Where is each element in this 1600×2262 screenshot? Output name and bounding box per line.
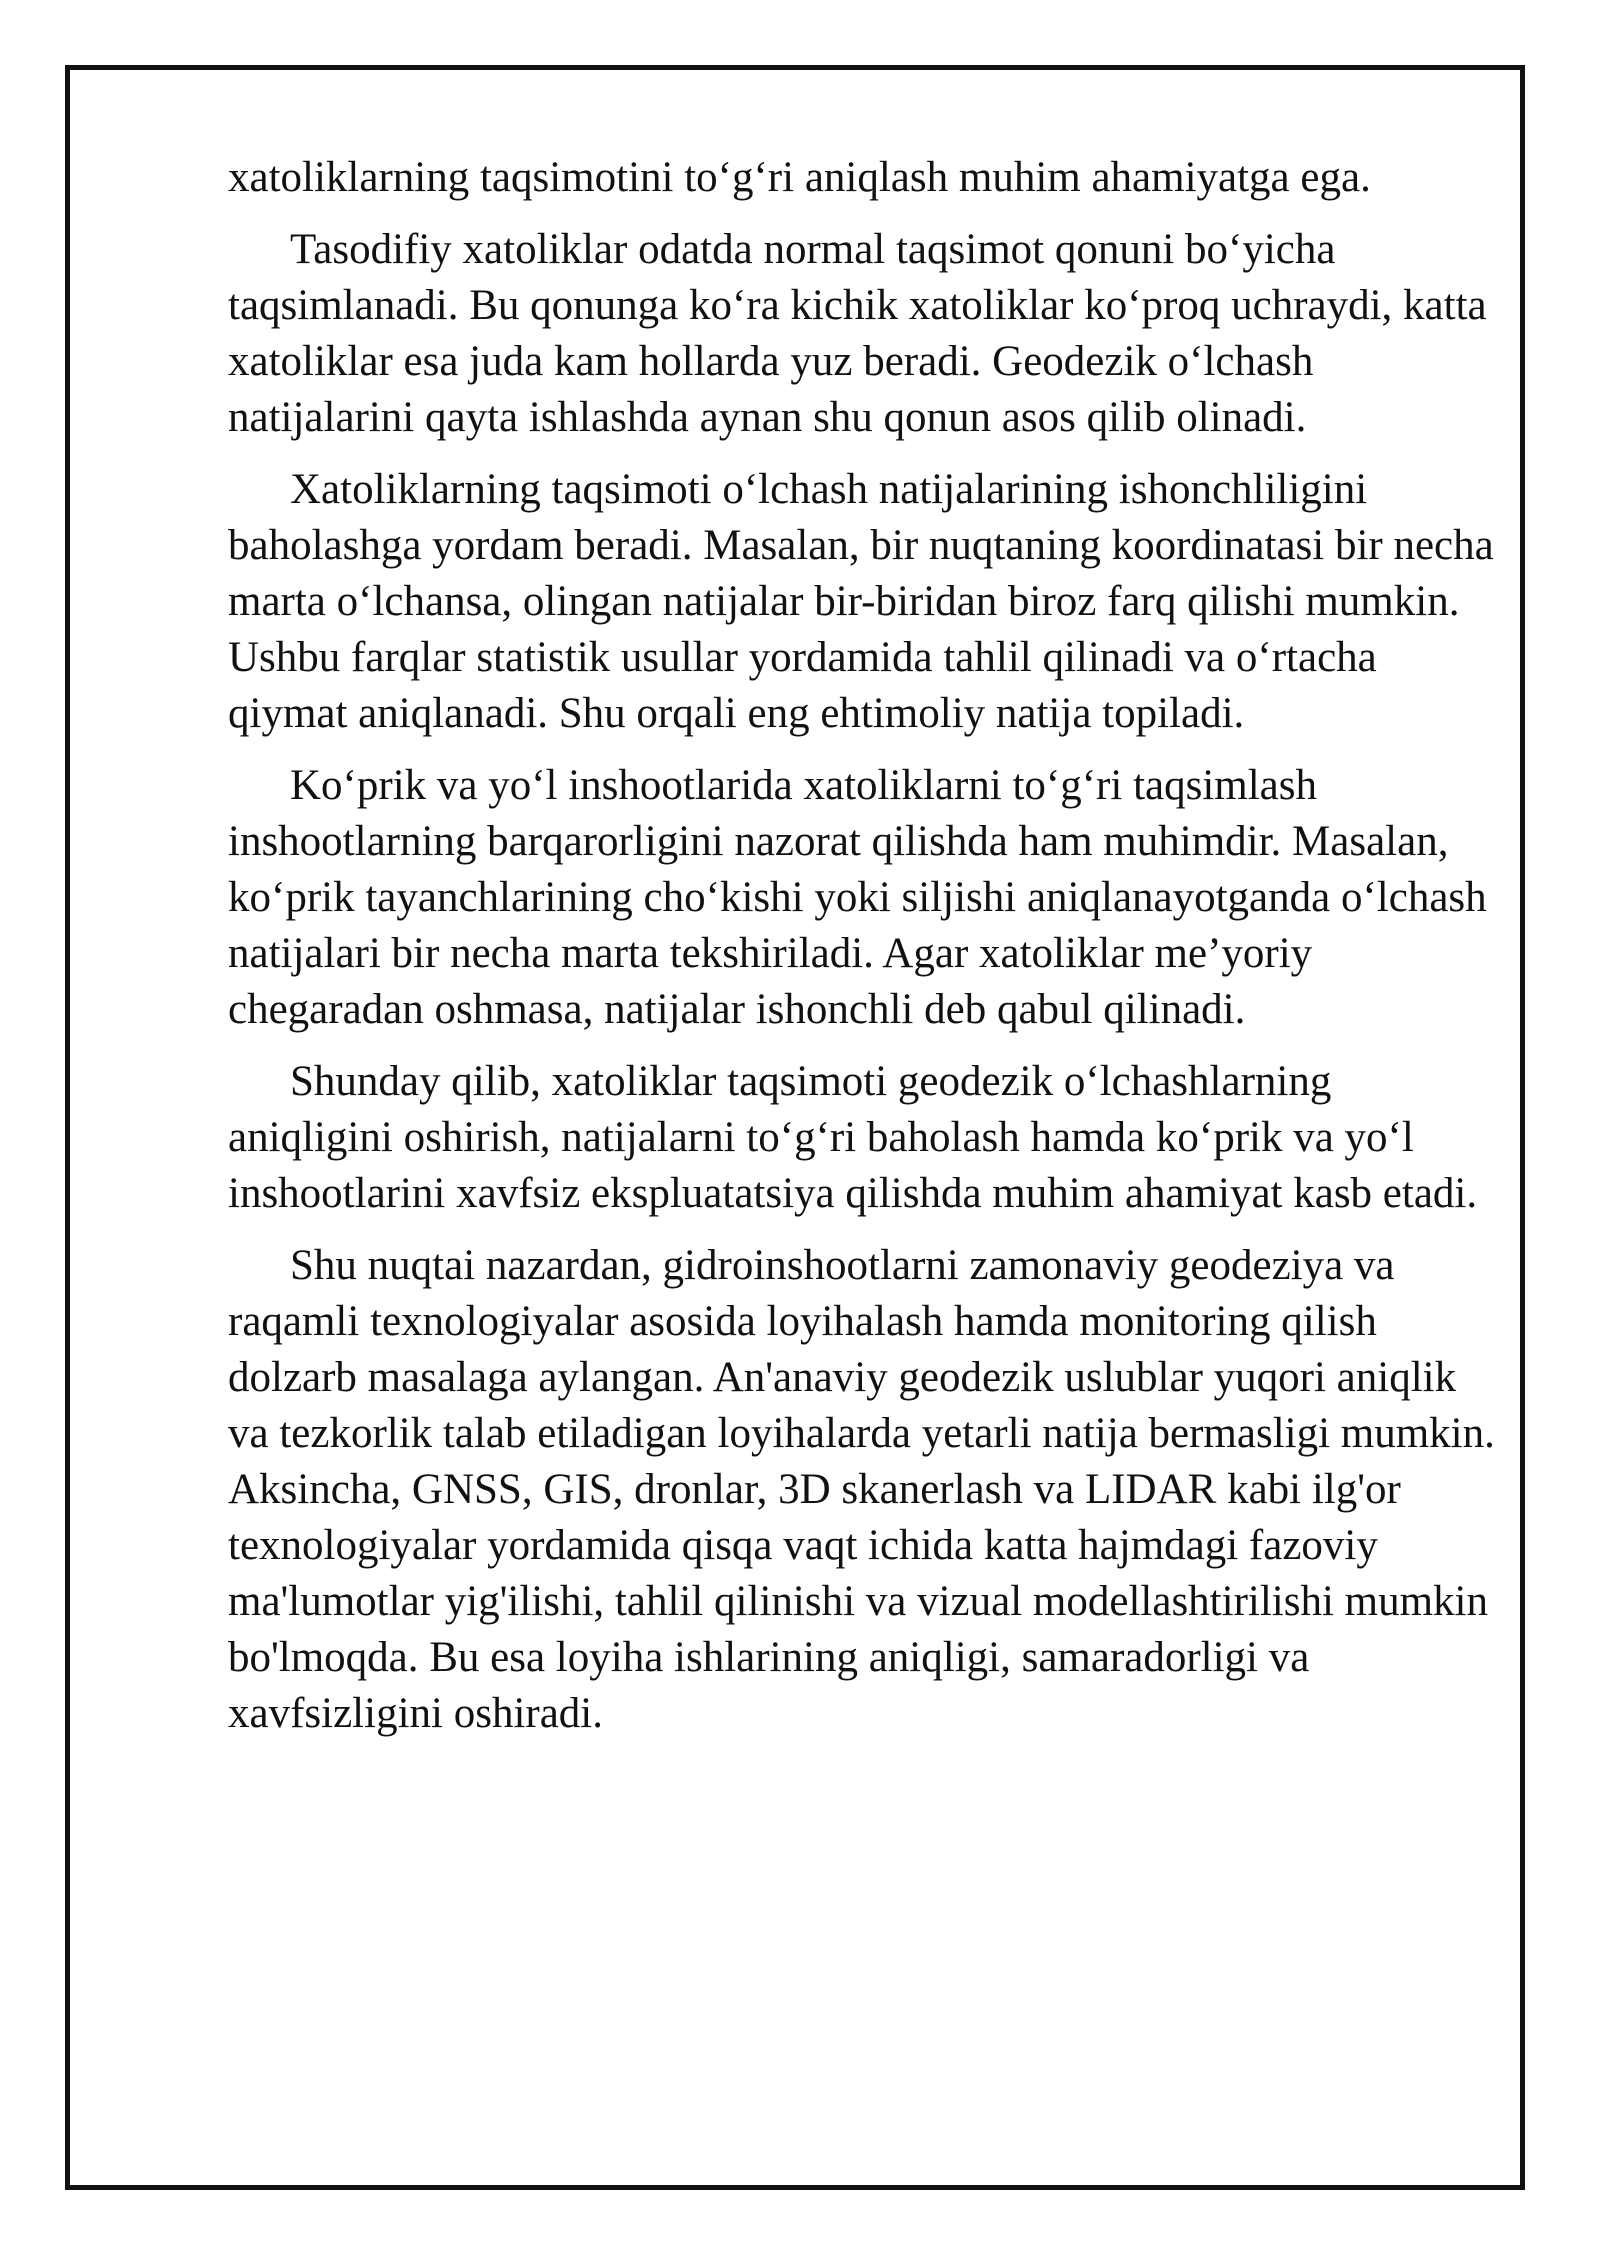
- paragraph-continuation: xatoliklarning taqsimotini to‘g‘ri aniqlash muhim ahamiyatga ega.: [228, 154, 1371, 201]
- paragraph-reliability: Xatoliklarning taqsimoti o‘lchash natijalarining ishonchliligini baholashga yordam beradi. Masalan, bir nuqtaning koordinatasi bir necha marta o‘lchansa, olingan natijalar bir-biridan biroz farq qilishi mumkin. Ushbu farqlar statistik usullar yordamida tahlil qilinadi va o‘rtacha qiymat aniqlanadi. Shu orqali eng ehtimoliy natija topiladi.: [228, 466, 1494, 737]
- paragraph-modern-technologies: Shu nuqtai nazardan, gidroinshootlarni zamonaviy geodeziya va raqamli texnologiyalar asosida loyihalash hamda monitoring qilish dolzarb masalaga aylangan. An'anaviy geodezik uslublar yuqori aniqlik va tezkorlik talab etiladigan loyihalarda yetarli natija bermasligi mumkin. Aksincha, GNSS, GIS, dronlar, 3D skanerlash va LIDAR kabi ilg'or texnologiyalar yordamida qisqa vaqt ichida katta hajmdagi fazoviy ma'lumotlar yig'ilishi, tahlil qilinishi va vizual modellashtirilishi mumkin bo'lmoqda. Bu esa loyiha ishlarining aniqligi, samaradorligi va xavfsizligini oshiradi.: [228, 1242, 1495, 1737]
- paragraph-bridges-roads: Ko‘prik va yo‘l inshootlarida xatoliklarni to‘g‘ri taqsimlash inshootlarning barqarorligini nazorat qilishda ham muhimdir. Masalan, ko‘prik tayanchlarining cho‘kishi yoki siljishi aniqlanayotganda o‘lchash natijalari bir necha marta tekshiriladi. Agar xatoliklar me’yoriy chegaradan oshmasa, natijalar ishonchli deb qabul qilinadi.: [228, 762, 1487, 1033]
- document-body: [228, 150, 1498, 1758]
- paragraph-normal-distribution: Tasodifiy xatoliklar odatda normal taqsimot qonuni bo‘yicha taqsimlanadi. Bu qonunga ko‘ra kichik xatoliklar ko‘proq uchraydi, katta xatoliklar esa juda kam hollarda yuz beradi. Geodezik o‘lchash natijalarini qayta ishlashda aynan shu qonun asos qilib olinadi.: [228, 226, 1487, 441]
- paragraph-conclusion: Shunday qilib, xatoliklar taqsimoti geodezik o‘lchashlarning aniqligini oshirish, natijalarni to‘g‘ri baholash hamda ko‘prik va yo‘l inshootlarini xavfsiz ekspluatatsiya qilishda muhim ahamiyat kasb etadi.: [228, 1058, 1478, 1217]
